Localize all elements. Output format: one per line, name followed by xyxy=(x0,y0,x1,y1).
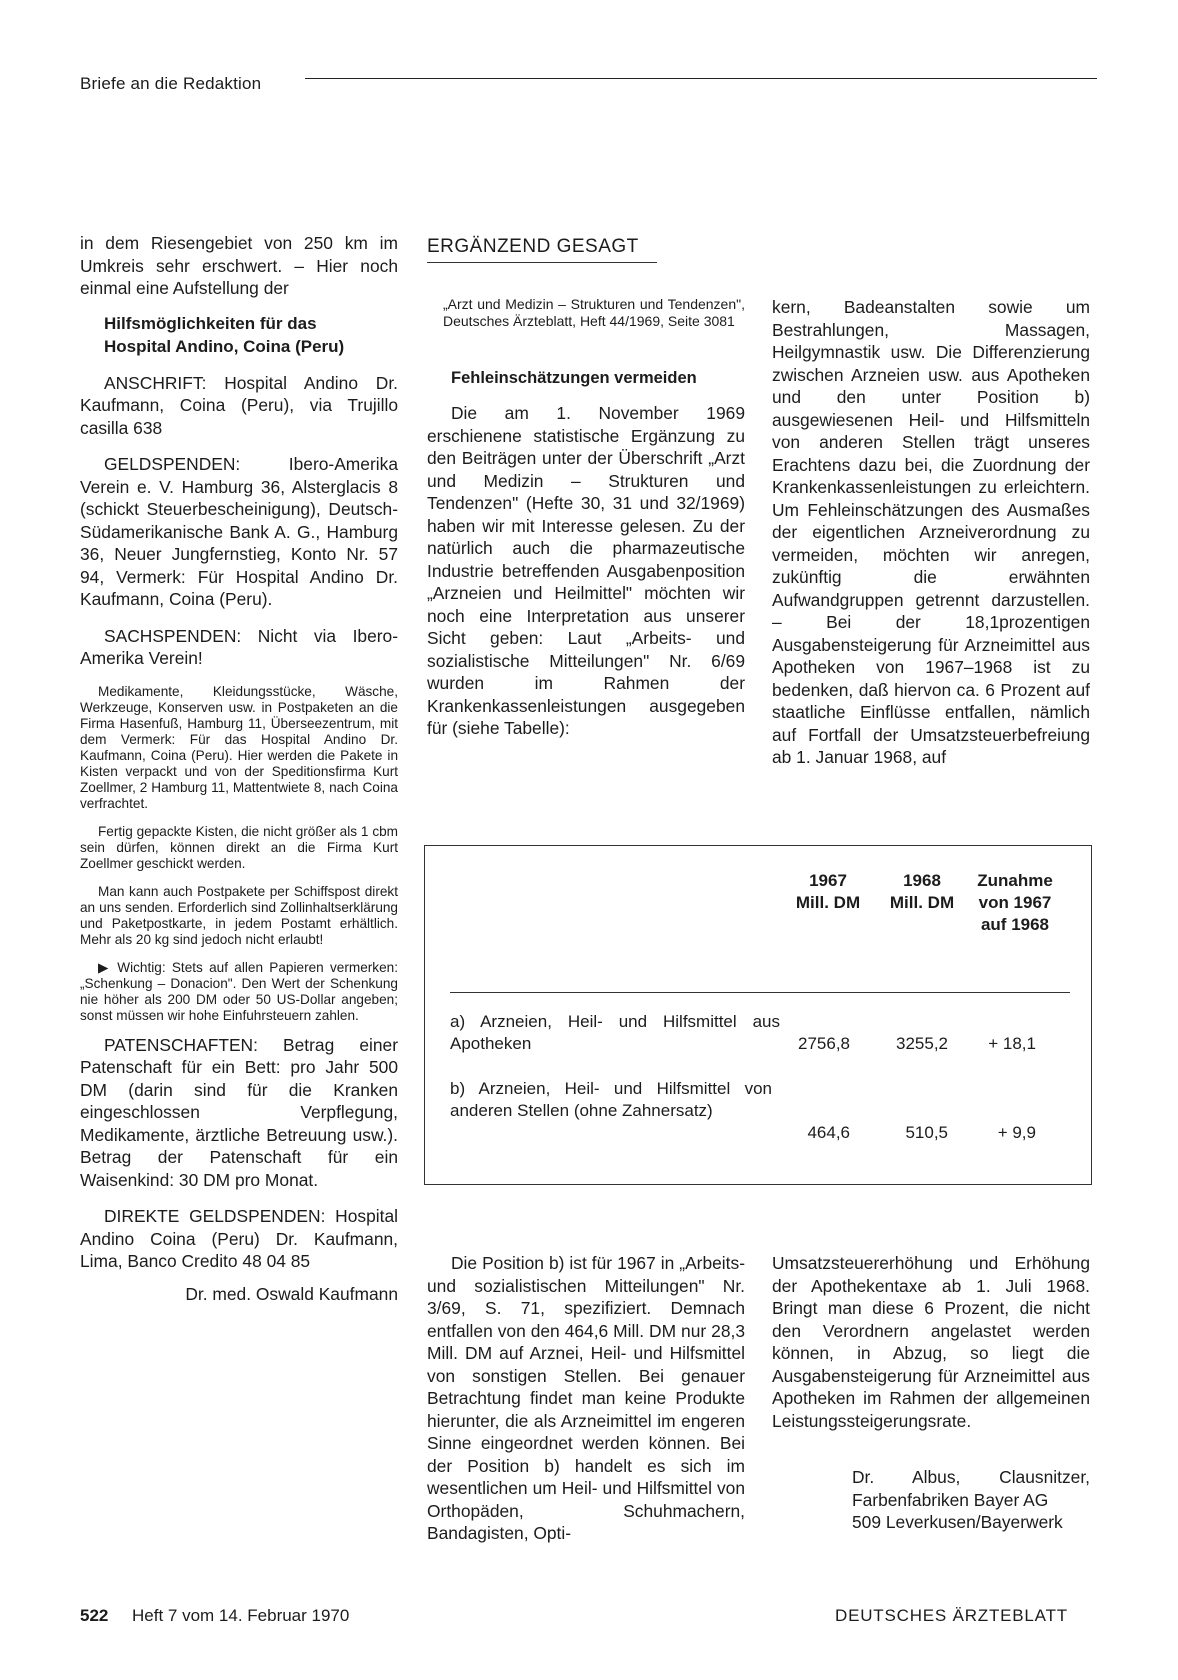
running-head: Briefe an die Redaktion xyxy=(80,74,262,93)
table-row-b-1968: 510,5 xyxy=(905,1123,948,1142)
signature-block xyxy=(852,1466,1090,1534)
table-header-change-line-2: von 1967 xyxy=(978,893,1052,912)
column-middle xyxy=(427,296,745,740)
geldspenden-paragraph: GELDSPENDEN: Ibero-Amerika Verein e. V. Hamburg 36, Alsterglacis 8 (schickt Steuerbescheinigung), Deutsch-Südamerikanische Bank A. G., Hamburg 36, Neuer Jungfernstieg, Konto Nr. 57 94, Vermerk: Für Hospital Andino Dr. Kaufmann, Coina (Peru). xyxy=(80,454,398,609)
table-header-1968-line-2: Mill. DM xyxy=(889,893,955,912)
signature-line-1: Dr. Albus, Clausnitzer, xyxy=(852,1467,1090,1487)
table-header-1967-line-2: Mill. DM xyxy=(795,893,861,912)
lower-middle-body: Die Position b) ist für 1967 in „Arbeits- und sozialistischen Mitteilungen" Nr. 3/69, S. 71, spezifiziert. Demnach entfallen von den 464,6 Mill. DM nur 28,3 Mill. DM auf Arznei, Heil- und Hilfsmittel von sonstigen Stellen. Bei genauer Betrachtung findet man keine Produkte hierunter, die als Arzneimittel im engeren Sinne eingeordnet werden können. Bei der Position b) handelt es sich im wesentlichen um Heil- und Hilfsmittel von Orthopäden, Schuhmachern, Bandagisten, Opti- xyxy=(427,1253,745,1543)
table-header-change xyxy=(960,870,1070,936)
reference-citation: „Arzt und Medizin – Strukturen und Tendenzen", Deutsches Ärzteblatt, Heft 44/1969, Seite 3081 xyxy=(443,296,745,329)
direkte-geldspenden-paragraph: DIREKTE GELDSPENDEN: Hospital Andino Coina (Peru) Dr. Kaufmann, Lima, Banco Credito 48 04 85 xyxy=(80,1206,398,1271)
table-row-a-1967: 2756,8 xyxy=(798,1034,850,1053)
signature-line-2: Farbenfabriken Bayer AG xyxy=(852,1489,1049,1510)
section-heading: ERGÄNZEND GESAGT xyxy=(427,236,639,257)
table-row-a-1968: 3255,2 xyxy=(896,1034,948,1053)
right-body: kern, Badeanstalten sowie um Bestrahlungen, Massagen, Heilgymnastik usw. Die Differenzierung zwischen Arzneien usw. aus Apotheken und den unter Position b) ausgewiesenen Heil- und Hilfsmitteln von anderen Stellen trägt unseres Erachtens dazu bei, die Zuordnung der Krankenkassenleistungen zu erleichtern. Um Fehleinschätzungen des Ausmaßes der eigentlichen Arzneiverordnung zu vermeiden, möchten wir anregen, zukünftig die erwähnten Aufwandgruppen getrennt darzustellen. – Bei der 18,1prozentigen Ausgabensteigerung für Arzneimittel aus Apotheken von 1967–1968 ist zu bedenken, daß hiervon ca. 6 Prozent auf staatliche Einflüsse entfallen, nämlich auf Fortfall der Umsatzsteuerbefreiung ab 1. Januar 1968, auf xyxy=(772,297,1090,767)
table-row-a-label: a) Arzneien, Heil- und Hilfsmittel aus Apotheken xyxy=(450,1012,780,1053)
header-rule xyxy=(305,78,1097,79)
box-title xyxy=(104,312,398,358)
sachspenden-paragraph: SACHSPENDEN: Nicht via Ibero-Amerika Verein! xyxy=(80,625,398,668)
subheading: Fehleinschätzungen vermeiden xyxy=(451,369,697,387)
patenschaften-paragraph: PATENSCHAFTEN: Betrag einer Patenschaft für ein Bett: pro Jahr 500 DM (darin sind für die Kranken eingeschlossen Verpflegung, Medikamente, ärztliche Betreuung usw.). Betrag der Patenschaft für ein Waisenkind: 30 DM pro Monat. xyxy=(80,1034,398,1190)
journal-name: DEUTSCHES ÄRZTEBLATT xyxy=(835,1606,1068,1625)
signature-kaufmann: Dr. med. Oswald Kaufmann xyxy=(185,1283,398,1304)
column-right xyxy=(772,296,1090,769)
table-header-1967-line-1: 1967 xyxy=(809,871,847,890)
middle-body: Die am 1. November 1969 erschienene statistische Ergänzung zu den Beiträgen unter der Überschrift „Arzt und Medizin – Strukturen und Tendenzen" (Hefte 30, 31 und 32/1969) haben wir mit Interesse gelesen. Zu der natürlich auch die pharmazeutische Industrie betreffenden Ausgabenposition „Arzneien und Heilmittel" möchten wir noch eine Interpretation aus unserer Sicht geben: Laut „Arbeits- und sozialistische Mitteilungen" Nr. 6/69 wurden im Rahmen der Krankenkassenleistungen ausgegeben für (siehe Tabelle): xyxy=(427,403,745,738)
small-paragraph-3: Man kann auch Postpakete per Schiffspost direkt an uns senden. Erforderlich sind Zollinhaltserklärung und Paketpostkarte, in jedem Postamt erhältlich. Mehr als 20 kg sind jedoch nicht erlaubt! xyxy=(80,883,398,947)
column-left xyxy=(80,232,398,1305)
table-row-b-change: + 9,9 xyxy=(997,1123,1036,1142)
table-header-change-line-3: auf 1968 xyxy=(980,915,1050,934)
table-row-a-change: + 18,1 xyxy=(988,1034,1036,1053)
signature-line-3: 509 Leverkusen/Bayerwerk xyxy=(852,1512,1063,1532)
small-paragraph-4-text: Wichtig: Stets auf allen Papieren vermerken: „Schenkung – Donacion". Den Wert der Schenkung nie höher als 200 DM oder 50 US-Dollar angeben; sonst müssen wir hohe Einfuhrsteuern zahlen. xyxy=(80,959,398,1023)
section-heading-rule xyxy=(427,262,657,263)
table-header-1967 xyxy=(778,870,878,914)
page-number: 522 xyxy=(80,1606,109,1625)
box-title-line-1: Hilfsmöglichkeiten für das xyxy=(104,313,317,333)
small-paragraph-4 xyxy=(80,960,398,1024)
table-row-b-label: b) Arzneien, Heil- und Hilfsmittel von anderen Stellen (ohne Zahnersatz) xyxy=(450,1079,772,1120)
table-row-b-1967: 464,6 xyxy=(807,1123,850,1142)
lower-column-middle xyxy=(427,1252,745,1545)
lower-column-right xyxy=(772,1252,1090,1534)
small-paragraph-1: Medikamente, Kleidungsstücke, Wäsche, Werkzeuge, Konserven usw. in Postpaketen an die Firma Hasenfuß, Hamburg 11, Überseezentrum, mit dem Vermerk: Für das Hospital Andino Dr. Kaufmann, Coina (Peru). Hier werden die Pakete in Kisten verpackt und von der Speditionsfirma Kurt Zoellmer, 2 Hamburg 11, Mattentwiete 8, nach Coina verfrachtet. xyxy=(80,683,398,811)
table-header-change-line-1: Zunahme xyxy=(977,871,1053,890)
table-header-1968-line-1: 1968 xyxy=(903,871,941,890)
table-header-1968 xyxy=(872,870,972,914)
small-paragraph-2: Fertig gepackte Kisten, die nicht größer als 1 cbm sein dürfen, können direkt an die Firma Kurt Zoellmer geschickt werden. xyxy=(80,823,398,871)
issue-info: Heft 7 vom 14. Februar 1970 xyxy=(132,1606,350,1625)
anschrift-paragraph: ANSCHRIFT: Hospital Andino Dr. Kaufmann, Coina (Peru), via Trujillo casilla 638 xyxy=(80,372,398,438)
table-header-rule xyxy=(450,992,1070,993)
lower-right-body: Umsatzsteuererhöhung und Erhöhung der Apothekentaxe ab 1. Juli 1968. Bringt man diese 6 Prozent, die nicht den Verordnern angelastet werden können, in Abzug, so liegt die Ausgabensteigerung für Arzneimittel aus Apotheken im Rahmen der allgemeinen Leistungssteigerungsrate. xyxy=(772,1253,1090,1431)
box-title-line-2: Hospital Andino, Coina (Peru) xyxy=(104,336,345,356)
intro-paragraph: in dem Riesengebiet von 250 km im Umkreis sehr erschwert. – Hier noch einmal eine Aufstellung der xyxy=(80,233,398,298)
triangle-marker-icon: ▶ xyxy=(98,959,111,975)
